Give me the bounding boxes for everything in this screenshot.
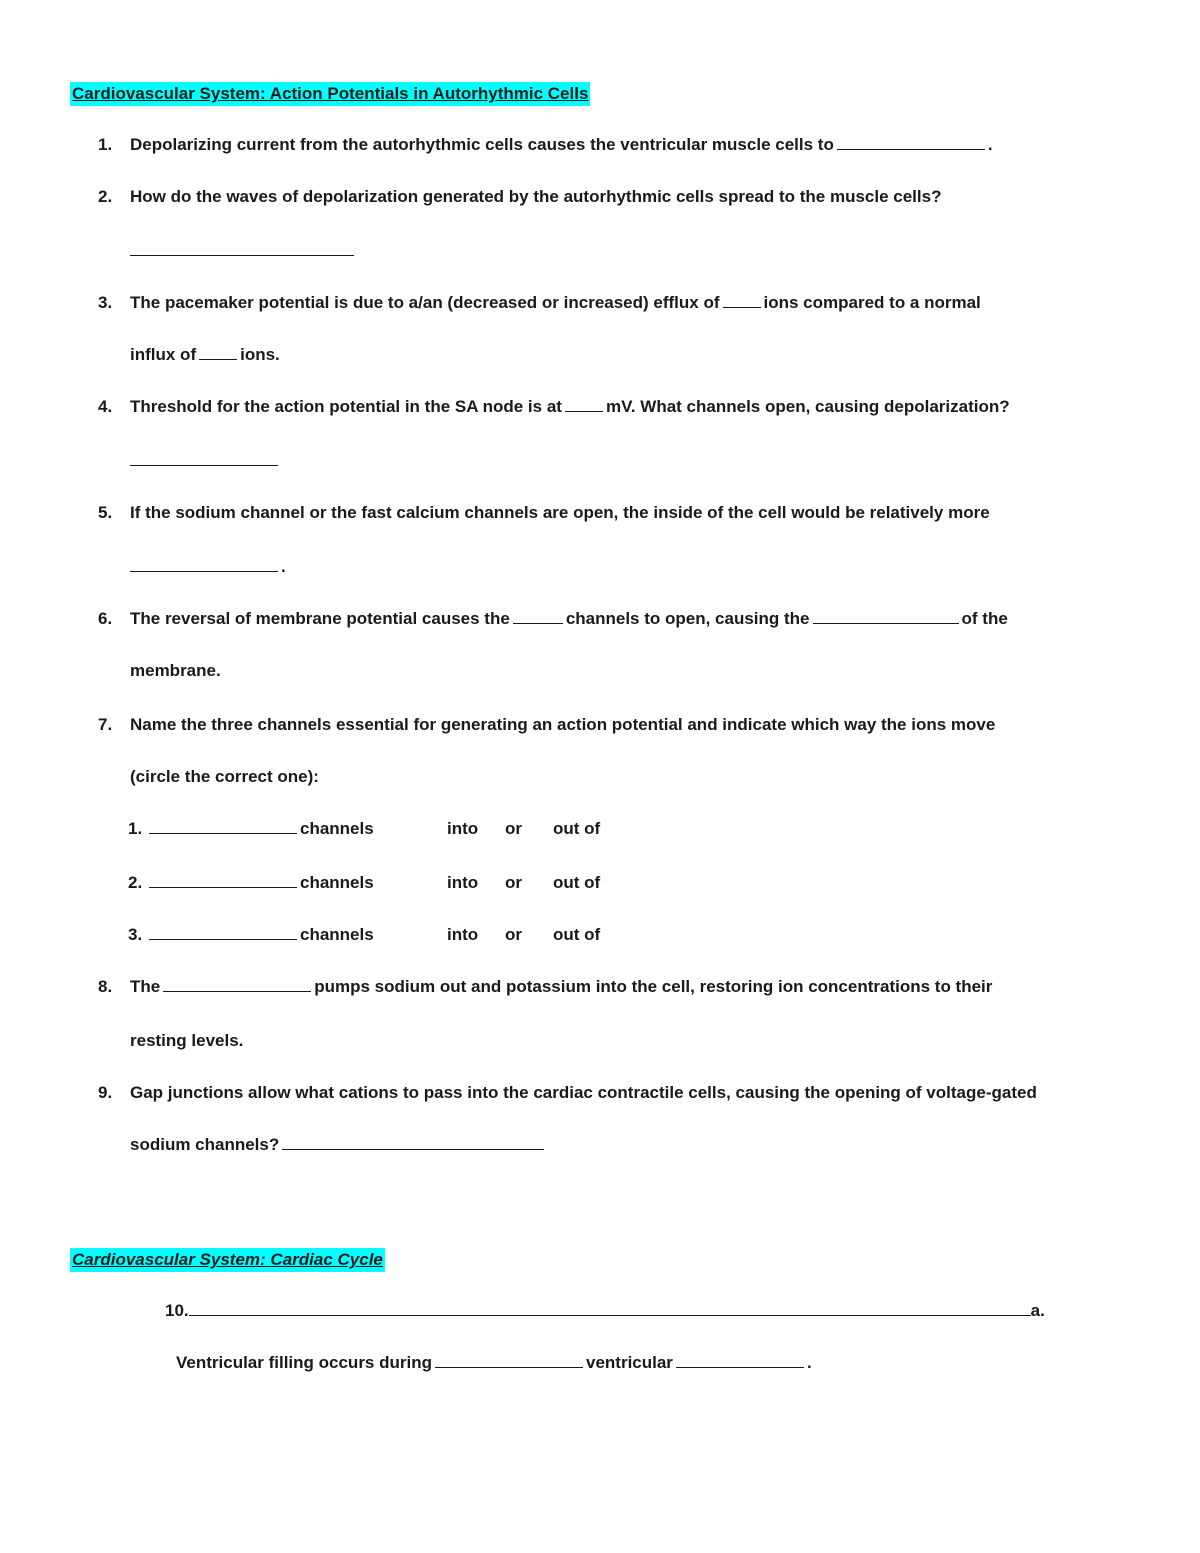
option-or-2: or — [505, 873, 522, 892]
question-6-text: The reversal of membrane potential causes the — [130, 609, 510, 628]
question-number-2: 2. — [98, 187, 113, 206]
question-3-text: The pacemaker potential is due to a/an (decreased or increased) efflux of — [130, 293, 720, 312]
question-9-text-2: sodium channels? — [130, 1135, 280, 1154]
answer-blank-7-2[interactable] — [149, 873, 297, 888]
channel-item-number-2: 2. — [128, 873, 143, 892]
channel-label-1: channels — [300, 819, 374, 838]
answer-blank-4a[interactable] — [565, 397, 603, 412]
question-3-line-2 — [130, 344, 280, 366]
answer-blank-6a[interactable] — [513, 609, 563, 624]
option-or-1: or — [505, 819, 522, 838]
question-1-text-end: . — [987, 135, 993, 154]
question-number-8: 8. — [98, 977, 113, 996]
question-7-text: Name the three channels essential for generating an action potential and indicate which way the ions move — [130, 715, 996, 734]
question-10a-text: Ventricular filling occurs during — [176, 1353, 432, 1372]
answer-blank-9[interactable] — [282, 1135, 544, 1150]
answer-blank-5[interactable] — [130, 557, 278, 572]
question-2-answer-line — [130, 240, 357, 262]
question-10a — [176, 1352, 812, 1374]
option-out-of-3[interactable]: out of — [553, 925, 601, 944]
answer-blank-3a[interactable] — [723, 293, 761, 308]
section-heading-action-potentials: Cardiovascular System: Action Potentials in Autorhythmic Cells — [70, 82, 590, 106]
answer-blank-3b[interactable] — [199, 345, 237, 360]
question-3-text-3: influx of — [130, 345, 197, 364]
question-5-text: If the sodium channel or the fast calcium channels are open, the inside of the cell would be relatively more — [130, 503, 990, 522]
question-3-text-2: ions compared to a normal — [763, 293, 981, 312]
answer-blank-7-3[interactable] — [149, 925, 297, 940]
question-2-text: How do the waves of depolarization generated by the autorhythmic cells spread to the muscle cells? — [130, 187, 942, 206]
question-4-line-1 — [130, 396, 1010, 418]
answer-blank-10a-2[interactable] — [676, 1353, 804, 1368]
question-number-9: 9. — [98, 1083, 113, 1102]
channel-item-1 — [146, 818, 374, 840]
question-6-text-3: of the — [961, 609, 1008, 628]
channel-item-2 — [146, 872, 374, 894]
channel-item-3 — [146, 924, 374, 946]
question-3-text-4: ions. — [240, 345, 280, 364]
section-heading-cardiac-cycle: Cardiovascular System: Cardiac Cycle — [70, 1248, 385, 1272]
option-into-3[interactable]: into — [447, 925, 479, 944]
question-7-instruction: (circle the correct one): — [130, 767, 319, 786]
question-10a-text-end: . — [806, 1353, 812, 1372]
question-9-line-2 — [130, 1134, 547, 1156]
question-number-3: 3. — [98, 293, 113, 312]
channel-label-2: channels — [300, 873, 374, 892]
option-or-3: or — [505, 925, 522, 944]
question-number-7: 7. — [98, 715, 113, 734]
question-6-text-4: membrane. — [130, 661, 221, 680]
channel-item-number-3: 3. — [128, 925, 143, 944]
question-4-text: Threshold for the action potential in the SA node is at — [130, 397, 562, 416]
question-4-text-2: mV. What channels open, causing depolarization? — [605, 397, 1010, 416]
answer-blank-2[interactable] — [130, 241, 354, 256]
answer-blank-8[interactable] — [163, 977, 311, 992]
answer-blank-7-1[interactable] — [149, 819, 297, 834]
option-out-of-1[interactable]: out of — [553, 819, 601, 838]
question-number-5: 5. — [98, 503, 113, 522]
answer-blank-10a-1[interactable] — [435, 1353, 583, 1368]
option-out-of-2[interactable]: out of — [553, 873, 601, 892]
question-9-text: Gap junctions allow what cations to pass into the cardiac contractile cells, causing the opening of voltage-gated — [130, 1083, 1037, 1102]
answer-blank-4b[interactable] — [130, 451, 278, 466]
question-6-text-2: channels to open, causing the — [565, 609, 810, 628]
answer-blank-1[interactable] — [837, 135, 985, 150]
question-number-4: 4. — [98, 397, 113, 416]
question-8-text: The — [130, 977, 161, 996]
question-1 — [130, 134, 993, 156]
question-6-line-1 — [130, 608, 1008, 630]
question-10a-text-2: ventricular — [586, 1353, 673, 1372]
question-number-1: 1. — [98, 135, 113, 154]
question-8-line-1 — [130, 976, 992, 998]
question-number-10: 10. — [165, 1301, 189, 1320]
channel-item-number-1: 1. — [128, 819, 143, 838]
question-5-answer-line — [130, 556, 286, 578]
question-10-sub-label: a. — [1030, 1301, 1045, 1320]
question-10 — [165, 1300, 1045, 1322]
question-5-text-end: . — [281, 557, 286, 576]
question-number-6: 6. — [98, 609, 113, 628]
question-8-text-3: resting levels. — [130, 1031, 244, 1050]
question-1-text: Depolarizing current from the autorhythmic cells causes the ventricular muscle cells to — [130, 135, 834, 154]
answer-blank-10[interactable] — [189, 1301, 1031, 1316]
question-4-answer-line — [130, 450, 281, 472]
answer-blank-6b[interactable] — [813, 609, 959, 624]
channel-label-3: channels — [300, 925, 374, 944]
option-into-1[interactable]: into — [447, 819, 479, 838]
question-3-line-1 — [130, 292, 981, 314]
option-into-2[interactable]: into — [447, 873, 479, 892]
question-8-text-2: pumps sodium out and potassium into the cell, restoring ion concentrations to their — [314, 977, 993, 996]
